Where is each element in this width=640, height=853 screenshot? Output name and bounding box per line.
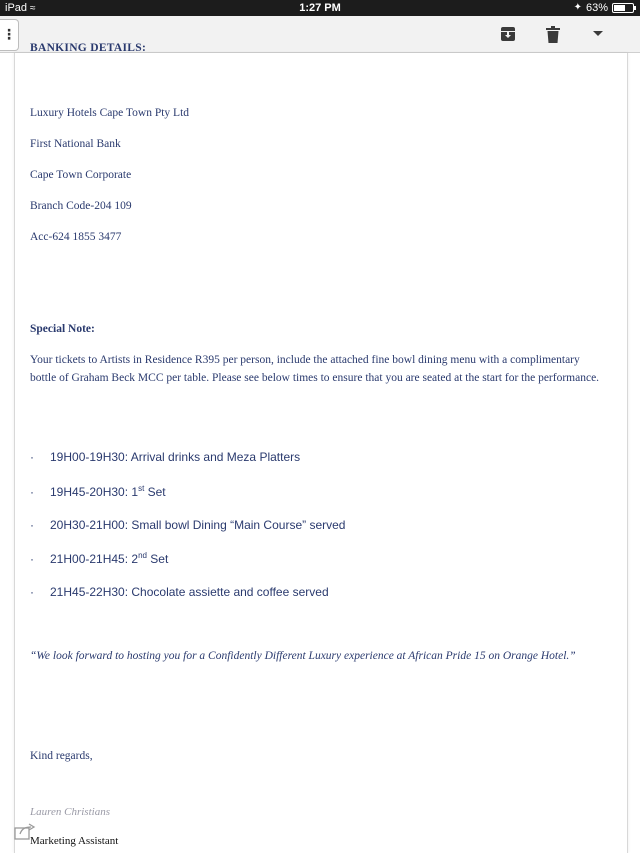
- battery-percent: 63%: [585, 2, 608, 14]
- dropdown-icon[interactable]: [588, 24, 608, 44]
- schedule-text: [50, 550, 168, 568]
- email-body: [14, 42, 628, 853]
- special-note-heading: Special Note:: [30, 323, 95, 335]
- more-vert-icon[interactable]: ⋮: [0, 19, 19, 51]
- branch-name: Cape Town Corporate: [30, 169, 132, 181]
- schedule-text: [50, 448, 300, 466]
- bank-name: First National Bank: [30, 138, 121, 150]
- schedule-time: 21H45-22H30: Chocolate assiette and coffee served: [50, 585, 329, 599]
- share-icon[interactable]: [14, 822, 36, 840]
- bullet-dot: ·: [30, 450, 34, 464]
- schedule-text: [50, 583, 329, 601]
- ordinal-suffix: nd: [138, 551, 147, 560]
- schedule-time: 19H00-19H30: Arrival drinks and Meza Platters: [50, 450, 301, 464]
- bullet-dot: ·: [30, 552, 34, 566]
- schedule-time: 21H00-21H45: 2: [50, 552, 139, 566]
- wifi-icon: ≈: [30, 3, 36, 14]
- signature-name: Lauren Christians: [30, 806, 110, 818]
- clock: 1:27 PM: [299, 2, 341, 14]
- schedule-tail: Set: [144, 485, 166, 499]
- banking-details-heading: BANKING DETAILS:: [30, 42, 147, 54]
- trash-icon[interactable]: [543, 24, 563, 44]
- special-note-body: Your tickets to Artists in Residence R395 per person, include the attached fine bowl dining menu with a complimentary bottle of Graham Beck MCC per table. Please see below times to ensure that you are seated at the start for the performance.: [30, 354, 600, 384]
- battery-icon: [612, 3, 634, 13]
- bullet-dot: ·: [30, 585, 34, 599]
- archive-icon[interactable]: [498, 24, 518, 44]
- device-name: iPad: [5, 2, 28, 14]
- status-bar: [0, 0, 640, 16]
- schedule-text: [50, 516, 345, 534]
- ordinal-suffix: st: [138, 484, 145, 493]
- schedule-text: [50, 483, 166, 501]
- company-name: Luxury Hotels Cape Town Pty Ltd: [30, 107, 190, 119]
- closing-quote: “We look forward to hosting you for a Confidently Different Luxury experience at African Pride 15 on Orange Hotel.”: [30, 650, 576, 662]
- branch-code: Branch Code-204 109: [30, 200, 132, 212]
- schedule-time: 20H30-21H00: Small bowl Dining “Main Course” served: [50, 518, 346, 532]
- kind-regards: Kind regards,: [30, 750, 93, 762]
- bullet-dot: ·: [30, 485, 34, 499]
- schedule-time: 19H45-20H30: 1: [50, 485, 139, 499]
- schedule-tail: Set: [146, 552, 169, 566]
- signature-title: Marketing Assistant: [30, 835, 119, 847]
- account-number: Acc-624 1855 3477: [30, 231, 122, 243]
- status-right: [574, 0, 634, 16]
- battery-fill: [614, 5, 625, 11]
- bluetooth-icon: ✦: [573, 2, 582, 13]
- bullet-dot: ·: [30, 518, 34, 532]
